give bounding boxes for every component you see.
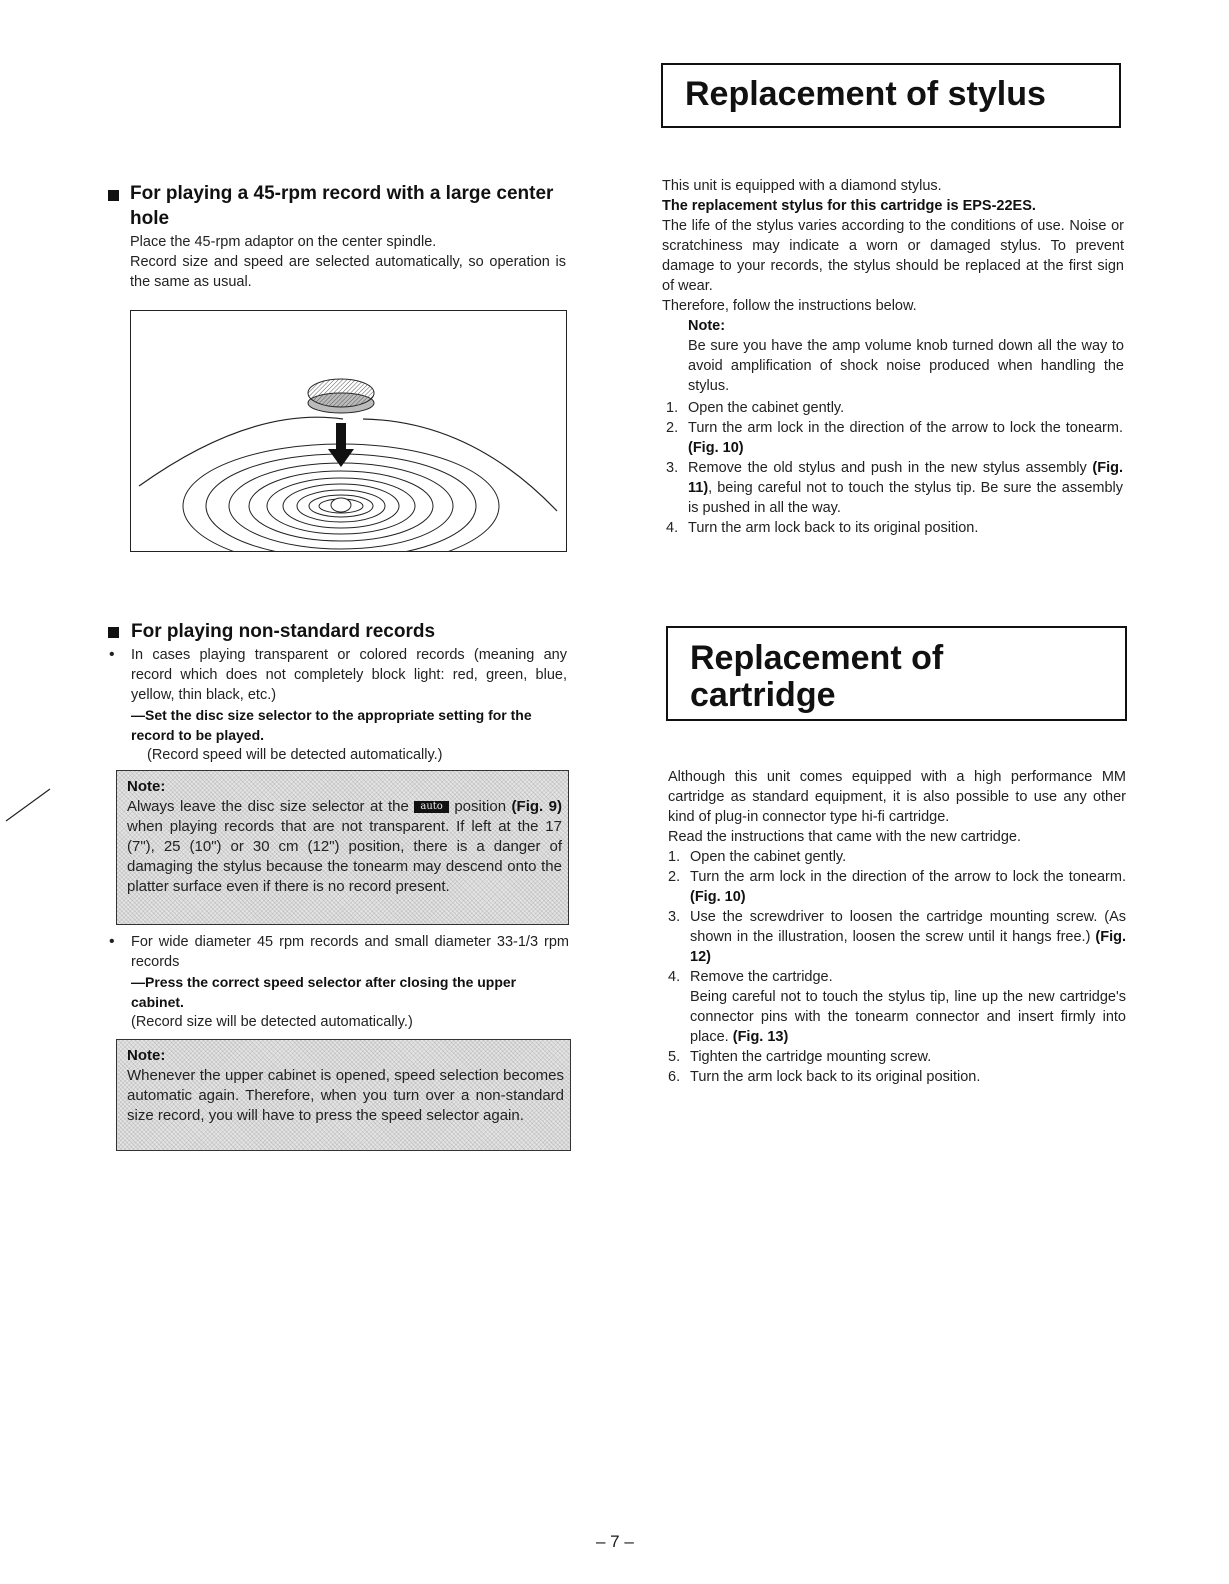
stylus-therefore: Therefore, follow the instructions below. xyxy=(662,298,917,314)
page-number: – 7 – xyxy=(596,1532,634,1551)
cartridge-step-5: 5. Tighten the cartridge mounting screw. xyxy=(668,1049,932,1065)
stylus-step-3: 3. Remove the old stylus and push in the new stylus assembly (Fig. 11), being careful not to touch the stylus tip. Be sure the assembly is pushed in all the way. xyxy=(666,460,1123,516)
stylus-step-2: 2. Turn the arm lock in the direction of the arrow to lock the tonearm. (Fig. 10) xyxy=(666,420,1123,456)
note-box-disc-size: Note: Always leave the disc size selector at the auto position (Fig. 9) when playing records that are not transparent. If left at the 17 (7"), 25 (10") or 30 cm (12") position, there is a danger of damaging the stylus because the tonearm may descend onto the platter surface even if there is no record present. xyxy=(116,770,569,925)
cartridge-intro: Although this unit comes equipped with a high performance MM cartridge as standard equipment, it is also possible to use any other kind of plug-in connector type hi-fi cartridge. xyxy=(668,769,1126,825)
rpm45-heading: For playing a 45-rpm record with a large center hole xyxy=(130,183,554,229)
rpm45-body xyxy=(130,232,566,292)
cartridge-section-title xyxy=(666,626,1127,721)
record-adaptor-illustration xyxy=(130,310,567,552)
stylus-step-4: 4. Turn the arm lock back to its original position. xyxy=(666,520,979,536)
turntable-adaptor-icon xyxy=(131,311,566,551)
cartridge-step-4-detail: Being careful not to touch the stylus tip, line up the new cartridge's connector pins with the tonearm connector and insert firmly into place. (Fig. 13) xyxy=(690,989,1126,1045)
cartridge-step-6: 6. Turn the arm lock back to its original position. xyxy=(668,1069,981,1085)
bullet-dot-icon: • xyxy=(109,646,115,663)
bullet-dot-icon: • xyxy=(109,933,115,950)
cartridge-read: Read the instructions that came with the new cartridge. xyxy=(668,829,1022,845)
stylus-body xyxy=(662,176,1124,396)
square-bullet-icon xyxy=(108,627,119,638)
stylus-steps xyxy=(666,398,1123,538)
auto-position-tag: auto xyxy=(414,801,448,813)
stylus-replacement-line: The replacement stylus for this cartridge is EPS-22ES. xyxy=(662,198,1036,214)
nonstandard-bullet-2: • For wide diameter 45 rpm records and small diameter 33-1/3 rpm records —Press the correct speed selector after closing the upper cabinet. (Record size will be detected automatically.) xyxy=(109,933,569,1030)
stylus-title-text: Replacement of stylus xyxy=(685,75,1046,113)
pen-mark-icon xyxy=(4,785,54,825)
rpm45-line1: Place the 45-rpm adaptor on the center spindle. xyxy=(130,234,437,250)
cartridge-step-1: 1. Open the cabinet gently. xyxy=(668,849,847,865)
note2-label: Note: xyxy=(127,1047,166,1064)
stylus-note-text: Be sure you have the amp volume knob turned down all the way to avoid amplification of shock noise produced when handling the stylus. xyxy=(688,338,1124,394)
note1-label: Note: xyxy=(127,778,166,795)
cartridge-step-3: 3. Use the screwdriver to loosen the cartridge mounting screw. (As shown in the illustration, loosen the screw until it hangs free.) (Fig. 12) xyxy=(668,909,1126,965)
stylus-note-label: Note: xyxy=(688,318,726,334)
stylus-life-text: The life of the stylus varies according to the conditions of use. Noise or scratchiness may indicate a worn or damaged stylus. To prevent damage to your records, the stylus should be replaced at the first sign of wear. xyxy=(662,218,1124,294)
cartridge-step-2: 2. Turn the arm lock in the direction of the arrow to lock the tonearm. (Fig. 10) xyxy=(668,869,1126,905)
cartridge-steps xyxy=(668,847,1126,1087)
cartridge-body xyxy=(668,767,1126,847)
nonstandard-bullet-1: • In cases playing transparent or colored records (meaning any record which does not completely block light: red, green, blue, yellow, thin black, etc.) —Set the disc size selector to the appropriate setting for the record to be played. (Record speed will be detected automatically.) xyxy=(109,646,567,763)
square-bullet-icon xyxy=(108,190,119,201)
stylus-intro: This unit is equipped with a diamond stylus. xyxy=(662,178,942,194)
nonstandard-heading: For playing non-standard records xyxy=(131,621,436,642)
cartridge-step-4: 4. Remove the cartridge. xyxy=(668,969,833,985)
cartridge-title-line2: cartridge xyxy=(690,676,836,714)
stylus-section-title xyxy=(661,63,1121,128)
cartridge-title-line1: Replacement of xyxy=(690,639,944,677)
rpm45-line2: Record size and speed are selected automatically, so operation is the same as usual. xyxy=(130,254,566,290)
note-box-speed-selection xyxy=(116,1039,571,1151)
note2-text: Whenever the upper cabinet is opened, speed selection becomes automatic again. Therefore, when you turn over a non-standard size record, you will have to press the speed selector again. xyxy=(127,1067,564,1124)
stylus-step-1: 1. Open the cabinet gently. xyxy=(666,400,845,416)
